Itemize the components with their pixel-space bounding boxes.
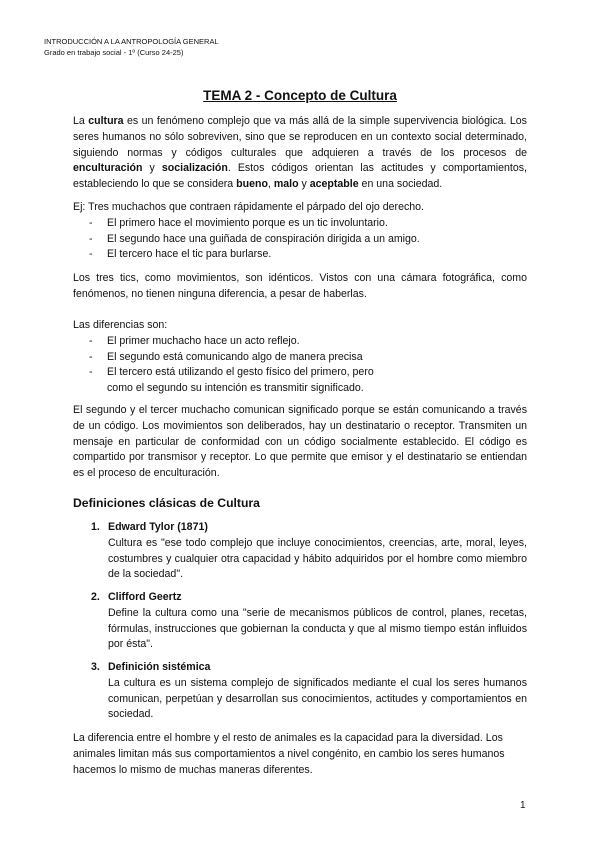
definition-heading: Edward Tylor (1871) xyxy=(108,521,208,533)
term-cultura: cultura xyxy=(88,115,124,127)
course-header xyxy=(44,36,219,58)
page-title: TEMA 2 - Concepto de Cultura xyxy=(203,88,397,103)
term-aceptable: aceptable xyxy=(309,178,359,191)
definition-heading: Clifford Geertz xyxy=(108,591,182,603)
list-item: - El primero hace el movimiento porque es un tic involuntario. xyxy=(89,216,388,229)
term-bueno: bueno xyxy=(236,178,268,191)
definition-number: 1. xyxy=(91,521,100,533)
intro-paragraph: La cultura es un fenómeno complejo que va más allá de la simple supervivencia biológica. Los seres humanos no sólo sobreviven, sino que se reproducen en un contexto social determinado, siguiendo normas y códigos culturales que adquieren a través de los procesos de enculturación y socialización. Estos códigos orientan las actitudes y comportamientos, estableciendo lo que se considera bueno, malo y aceptable en una sociedad. xyxy=(73,115,527,191)
page-number: 1 xyxy=(520,800,526,811)
definition-text: Define la cultura como una "serie de mecanismos públicos de control, planes, recetas, fórmulas, instrucciones que gobiernan la conducta y que al mismo tiempo están influidos por ésta". xyxy=(108,606,527,651)
definition-text: La cultura es un sistema complejo de significados mediante el cual los seres humanos comunican, perpetúan y desarrollan sus conocimientos, actitudes y comportamientos en sociedad. xyxy=(108,676,527,721)
example-section xyxy=(73,200,527,263)
definition-number: 2. xyxy=(91,591,100,603)
differences-lead: Las diferencias son: xyxy=(73,319,168,331)
communication-paragraph: El segundo y el tercer muchacho comunican significado porque se están comunicando a través de un código. Los movimientos son deliberados, hay un destinatario o receptor. Transmiten un mensaje en particular de conformidad con un código socialmente establecido. El código es compartido por transmisor y receptor. Lo que permite que emisor y el destinatario se entiendan es el proceso de enculturación. xyxy=(73,404,527,480)
definitions-title: Definiciones clásicas de Cultura xyxy=(73,496,260,510)
closing-paragraph: La diferencia entre el hombre y el resto de animales es la capacidad para la diversidad. Los animales limitan más sus comportamientos a nivel congénito, en cambio los seres humanos hacemos lo mismo de muchas maneras diferentes. xyxy=(73,732,505,776)
tics-paragraph: Los tres tics, como movimientos, son idénticos. Vistos con una cámara fotográfica, como fenómenos, no tienen ninguna diferencia, a pesar de haberlas. xyxy=(73,272,527,300)
definition-text: Cultura es "ese todo complejo que incluye conocimientos, creencias, arte, moral, leyes, costumbres y cualquier otra capacidad y hábito adquiridos por el hombre como miembro de la sociedad". xyxy=(108,536,527,581)
example-lead: Ej: Tres muchachos que contraen rápidamente el párpado del ojo derecho. xyxy=(73,201,424,213)
list-item: - El segundo hace una guiñada de conspiración dirigida a un amigo. xyxy=(89,232,420,245)
definition-number: 3. xyxy=(91,661,100,673)
example-list xyxy=(73,216,527,263)
definition-item-geertz xyxy=(91,590,527,653)
list-item: - El tercero hace el tic para burlarse. xyxy=(89,248,272,261)
definition-item-sistemica xyxy=(91,660,527,723)
definition-item-tylor xyxy=(91,520,527,583)
list-item: - El tercero está utilizando el gesto físico del primero, pero como el segundo su intención es transmitir significado. xyxy=(89,366,374,395)
list-item: - El primer muchacho hace un acto reflejo. xyxy=(89,334,300,347)
list-item: - El segundo está comunicando algo de manera precisa xyxy=(89,350,363,363)
differences-section xyxy=(73,318,527,397)
course-title: INTRODUCCIÓN A LA ANTROPOLOGÍA GENERAL xyxy=(44,37,219,46)
term-enculturacion: enculturación xyxy=(73,162,143,175)
course-subtitle: Grado en trabajo social - 1º (Curso 24-25) xyxy=(44,48,184,57)
term-socializacion: socialización xyxy=(161,162,228,175)
differences-list xyxy=(73,334,527,397)
term-malo: malo xyxy=(273,178,299,191)
definition-heading: Definición sistémica xyxy=(108,661,211,673)
